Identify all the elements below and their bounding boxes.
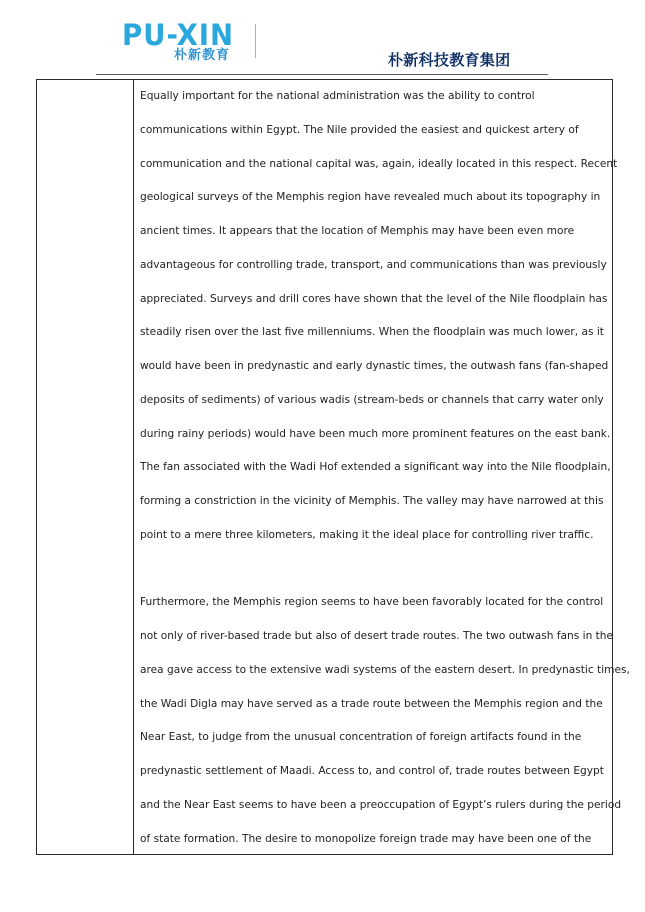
text-line: area gave access to the extensive wadi systems of the eastern desert. In predynastic times, (140, 663, 630, 676)
text-line: deposits of sediments) of various wadis (stream-beds or channels that carry water only (140, 393, 604, 406)
header-rule (96, 74, 548, 75)
text-line: the Wadi Digla may have served as a trade route between the Memphis region and the (140, 697, 603, 710)
text-line: The fan associated with the Wadi Hof extended a significant way into the Nile floodplain, (140, 461, 611, 474)
text-line: communications within Egypt. The Nile provided the easiest and quickest artery of (140, 123, 579, 136)
text-line: not only of river-based trade but also of desert trade routes. The two outwash fans in the (140, 630, 614, 642)
text-line: point to a mere three kilometers, making it the ideal place for controlling river traffic. (140, 528, 594, 541)
text-line: ancient times. It appears that the location of Memphis may have been even more (140, 225, 575, 237)
puxin-logo (122, 20, 272, 64)
text-line: geological surveys of the Memphis region have revealed much about its topography in (140, 191, 601, 204)
passage-text (140, 80, 630, 856)
logo-subtitle: 朴新教育 (174, 48, 231, 63)
paragraph-2 (140, 586, 630, 856)
text-line: appreciated. Surveys and drill cores have shown that the level of the Nile floodplain has (140, 292, 608, 305)
paragraph-gap (140, 553, 610, 587)
logo-divider (255, 24, 256, 58)
text-line: would have been in predynastic and early dynastic times, the outwash fans (fan-shaped (140, 360, 609, 372)
paragraph-1 (140, 80, 618, 553)
text-line: steadily risen over the last five millenniums. When the floodplain was much lower, as it (140, 326, 604, 339)
text-line: Furthermore, the Memphis region seems to have been favorably located for the control (140, 596, 604, 609)
content-table (36, 79, 630, 855)
text-line: advantageous for controlling trade, transport, and communications than was previously (140, 258, 607, 271)
text-line: Near East, to judge from the unusual concentration of foreign artifacts found in the (140, 731, 582, 744)
text-line: predynastic settlement of Maadi. Access to, and control of, trade routes between Egypt (140, 765, 604, 777)
column-divider (133, 80, 134, 854)
logo-wordmark: PU-XIN (122, 18, 235, 52)
text-line: during rainy periods) would have been much more prominent features on the east bank. (140, 427, 611, 440)
text-line: and the Near East seems to have been a preoccupation of Egypt’s rulers during the period (140, 798, 622, 811)
company-name: 朴新科技教育集团 (388, 51, 511, 69)
text-line: forming a constriction in the vicinity of Memphis. The valley may have narrowed at this (140, 495, 604, 507)
text-line: Equally important for the national administration was the ability to control (140, 90, 535, 102)
text-line: of state formation. The desire to monopolize foreign trade may have been one of the (140, 832, 592, 845)
text-line: communication and the national capital was, again, ideally located in this respect. Recent (140, 157, 618, 170)
